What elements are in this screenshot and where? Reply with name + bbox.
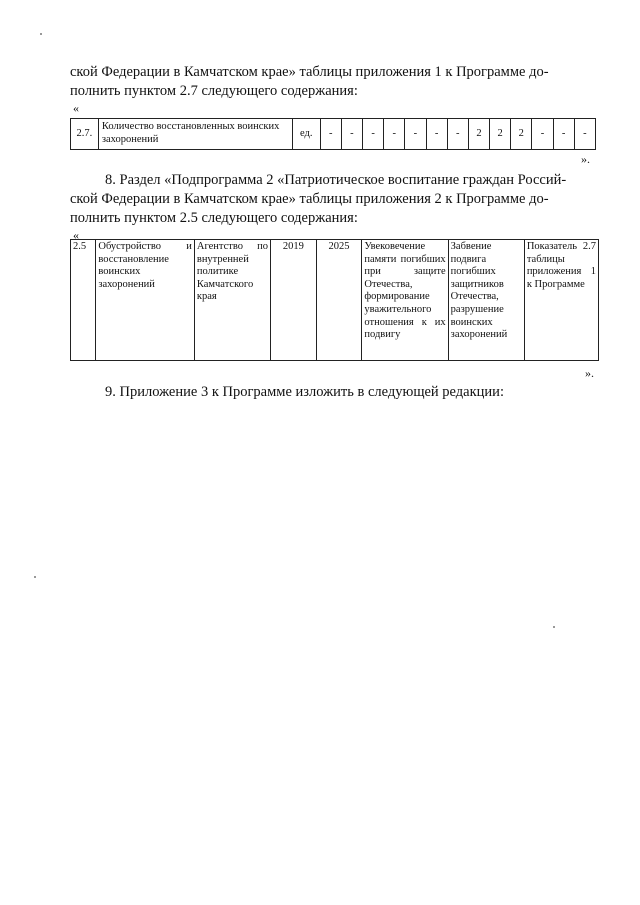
row-number: 2.5 [71, 240, 96, 361]
para2-line3: полнить пунктом 2.5 следующего содержания: [70, 210, 358, 226]
value-cell: - [363, 119, 384, 150]
scan-speck [40, 33, 42, 35]
value-cell: 2 [468, 119, 489, 150]
value-cell: - [447, 119, 468, 150]
table-row [71, 240, 599, 361]
value-cell: - [553, 119, 574, 150]
value-cell: 2 [511, 119, 532, 150]
table-activities [70, 239, 599, 361]
value-cell: - [574, 119, 595, 150]
value-cell: - [405, 119, 426, 150]
activity-name: Обустройство и восстановление воинских захоронений [96, 240, 194, 361]
indicator-name: Количество восстановленных воинских захоронений [98, 119, 292, 150]
close-quote-1: ». [581, 152, 590, 166]
para1-line2: полнить пунктом 2.7 следующего содержания: [70, 83, 358, 99]
executor: Агентство по внутренней политике Камчатского края [194, 240, 270, 361]
value-cell: - [320, 119, 341, 150]
value-cell: - [384, 119, 405, 150]
value-cell: - [532, 119, 553, 150]
para2-line1: 8. Раздел «Подпрограмма 2 «Патриотическое воспитание граждан Россий- [105, 172, 567, 188]
scan-speck [553, 626, 555, 628]
open-quote-1: « [73, 101, 79, 115]
unit: ед. [292, 119, 320, 150]
row-number: 2.7. [71, 119, 99, 150]
start-year: 2019 [271, 240, 317, 361]
table-targets [70, 118, 596, 150]
para2-line2: ской Федерации в Камчатском крае» таблицы приложения 2 к Программе до- [70, 191, 549, 207]
expected-result: Увековечение памяти погибших при защите Отечества, формирование уважительного отношения к их подвигу [362, 240, 448, 361]
close-quote-2: ». [585, 366, 594, 380]
indicator-link: Показатель 2.7 таблицы приложения 1 к Программе [524, 240, 598, 361]
scan-speck [34, 576, 36, 578]
para3: 9. Приложение 3 к Программе изложить в следующей редакции: [105, 384, 504, 400]
value-cell: - [426, 119, 447, 150]
value-cell: 2 [490, 119, 511, 150]
table-row [71, 119, 596, 150]
open-quote-2: « [73, 228, 79, 242]
consequence: Забвение подвига погибших защитников Отечества, разрушение воинских захоронений [448, 240, 524, 361]
value-cell: - [341, 119, 362, 150]
end-year: 2025 [316, 240, 362, 361]
para1-line1: ской Федерации в Камчатском крае» таблицы приложения 1 к Программе до- [70, 64, 549, 80]
